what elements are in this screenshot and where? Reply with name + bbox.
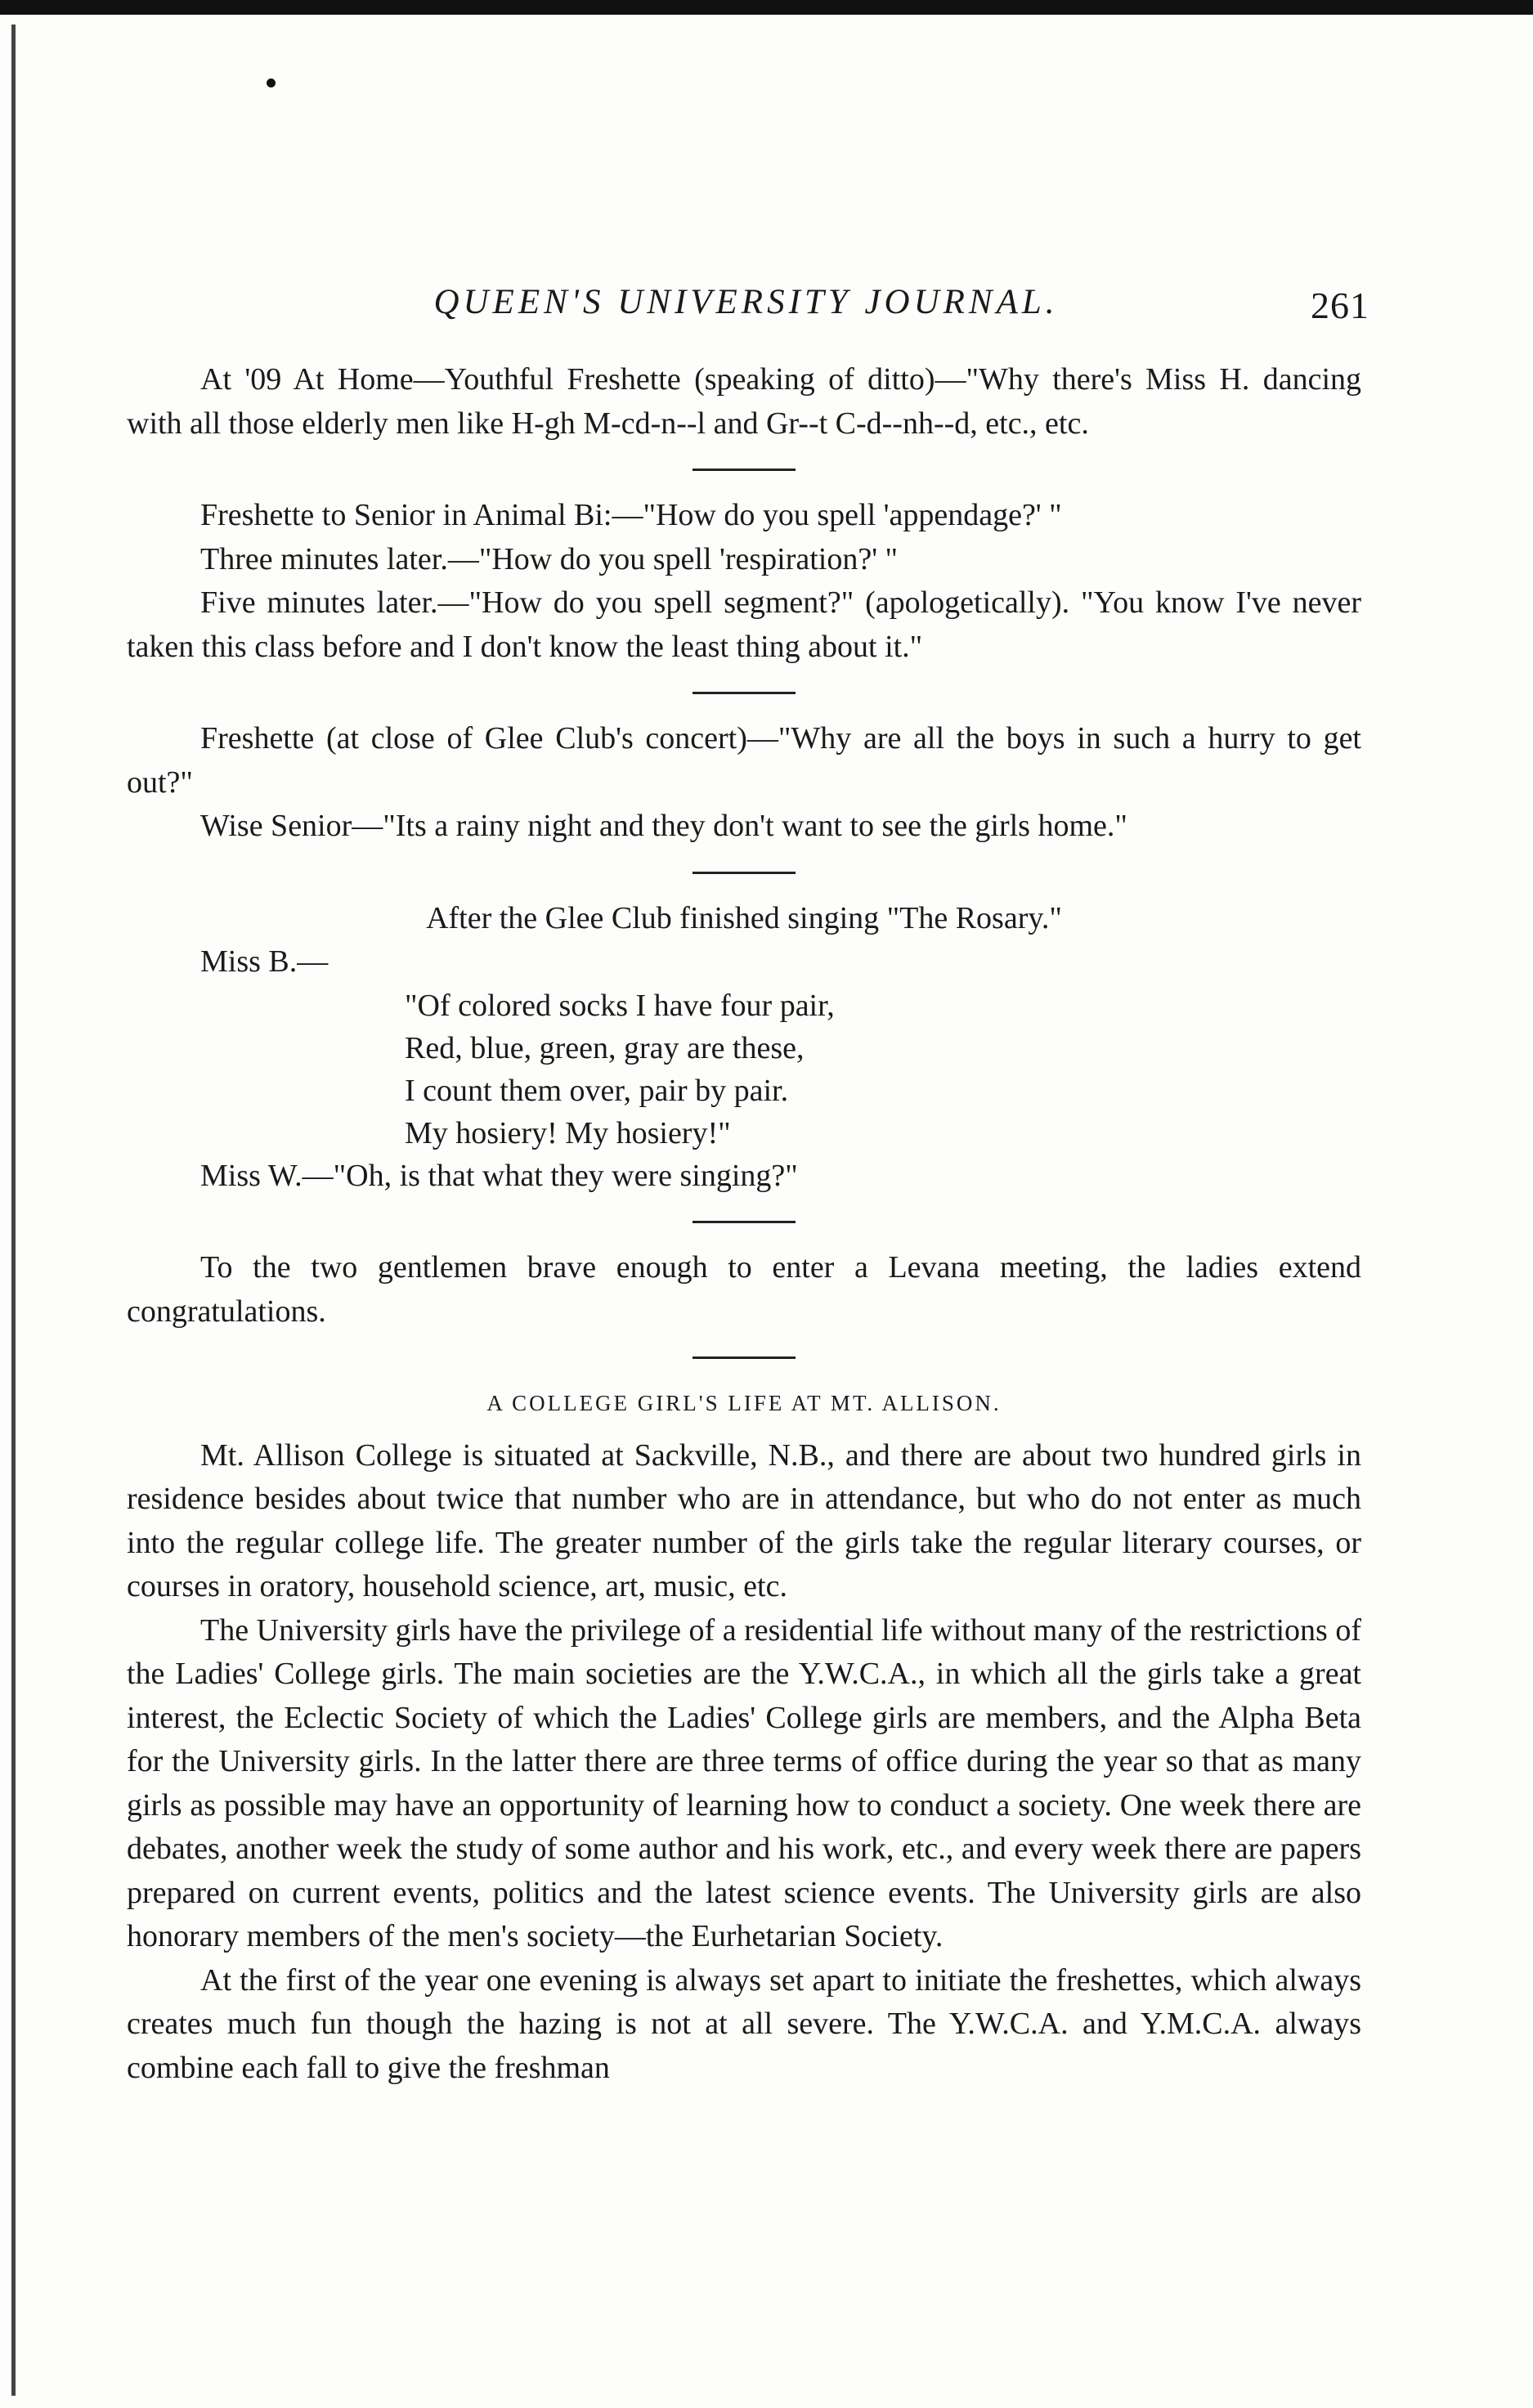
miss-w-reply: Miss W.—"Oh, is that what they were singing?"	[200, 1158, 798, 1193]
running-header	[123, 282, 1369, 331]
levana-item: To the two gentlemen brave enough to enter a Levana meeting, the ladies extend congratulations.	[127, 1250, 1361, 1329]
spelling-line-3: Five minutes later.—"How do you spell segment?" (apologetically). "You know I've never taken this class before and I don't know the least thing about it."	[127, 585, 1361, 664]
ink-spot	[267, 78, 276, 87]
rosary-intro: After the Glee Club finished singing "The Rosary."	[426, 900, 1062, 935]
glee-line-2: Wise Senior—"Its a rainy night and they don't want to see the girls home."	[200, 809, 1127, 843]
glee-line-1: Freshette (at close of Glee Club's concert)—"Why are all the boys in such a hurry to get out?"	[127, 721, 1361, 800]
miss-b-speaker: Miss B.—	[200, 944, 329, 979]
socks-verse	[405, 984, 1361, 1155]
scan-top-border	[0, 0, 1533, 15]
spelling-line-2: Three minutes later.—"How do you spell 'respiration?' "	[200, 541, 899, 576]
verse-line: "Of colored socks I have four pair,	[405, 988, 835, 1023]
spelling-line-1: Freshette to Senior in Animal Bi:—"How do you spell 'appendage?' "	[200, 498, 1062, 532]
section-rule	[693, 469, 796, 471]
verse-line: My hosiery! My hosiery!"	[405, 1115, 731, 1150]
scan-left-border	[11, 25, 16, 2396]
section-rule	[693, 692, 796, 694]
journal-title: QUEEN'S UNIVERSITY JOURNAL.	[433, 283, 1059, 321]
article-paragraph: Mt. Allison College is situated at Sackville, N.B., and there are about two hundred girls in residence besides about twice that number who are in attendance, but who do not enter as much into the regular college life. The greater number of the girls take the regular literary courses, or courses in oratory, household science, art, music, etc.	[127, 1437, 1361, 1603]
article-heading: A COLLEGE GIRL'S LIFE AT MT. ALLISON.	[486, 1391, 1002, 1415]
verse-line: Red, blue, green, gray are these,	[405, 1030, 805, 1065]
page-number: 261	[1311, 285, 1369, 326]
at-home-item: At '09 At Home—Youthful Freshette (speaking of ditto)—"Why there's Miss H. dancing with all those elderly men like H-gh M-cd-n--l and Gr--t C-d--nh--d, etc., etc.	[127, 362, 1361, 441]
article-paragraph: At the first of the year one evening is always set apart to initiate the freshettes, which always creates much fun though the hazing is not at all severe. The Y.W.C.A. and Y.M.C.A. always combine each fall to give the freshman	[127, 1962, 1361, 2085]
section-rule	[693, 872, 796, 874]
section-rule	[693, 1356, 796, 1359]
section-rule	[693, 1221, 796, 1223]
article-paragraph: The University girls have the privilege of a residential life without many of the restrictions of the Ladies' College girls. The main societies are the Y.W.C.A., in which all the girls take a great interest, the Eclectic Society of which the Ladies' College girls are members, and the Alpha Beta for the University girls. In the latter there are three terms of office during the year so that as many girls as possible may have an opportunity of learning how to conduct a society. One week there are debates, another week the study of some author and his work, etc., and every week there are papers prepared on current events, politics and the latest science events. The University girls are also honorary members of the men's society—the Eurhetarian Society.	[127, 1612, 1361, 1953]
verse-line: I count them over, pair by pair.	[405, 1073, 789, 1108]
page-body	[127, 358, 1361, 2090]
